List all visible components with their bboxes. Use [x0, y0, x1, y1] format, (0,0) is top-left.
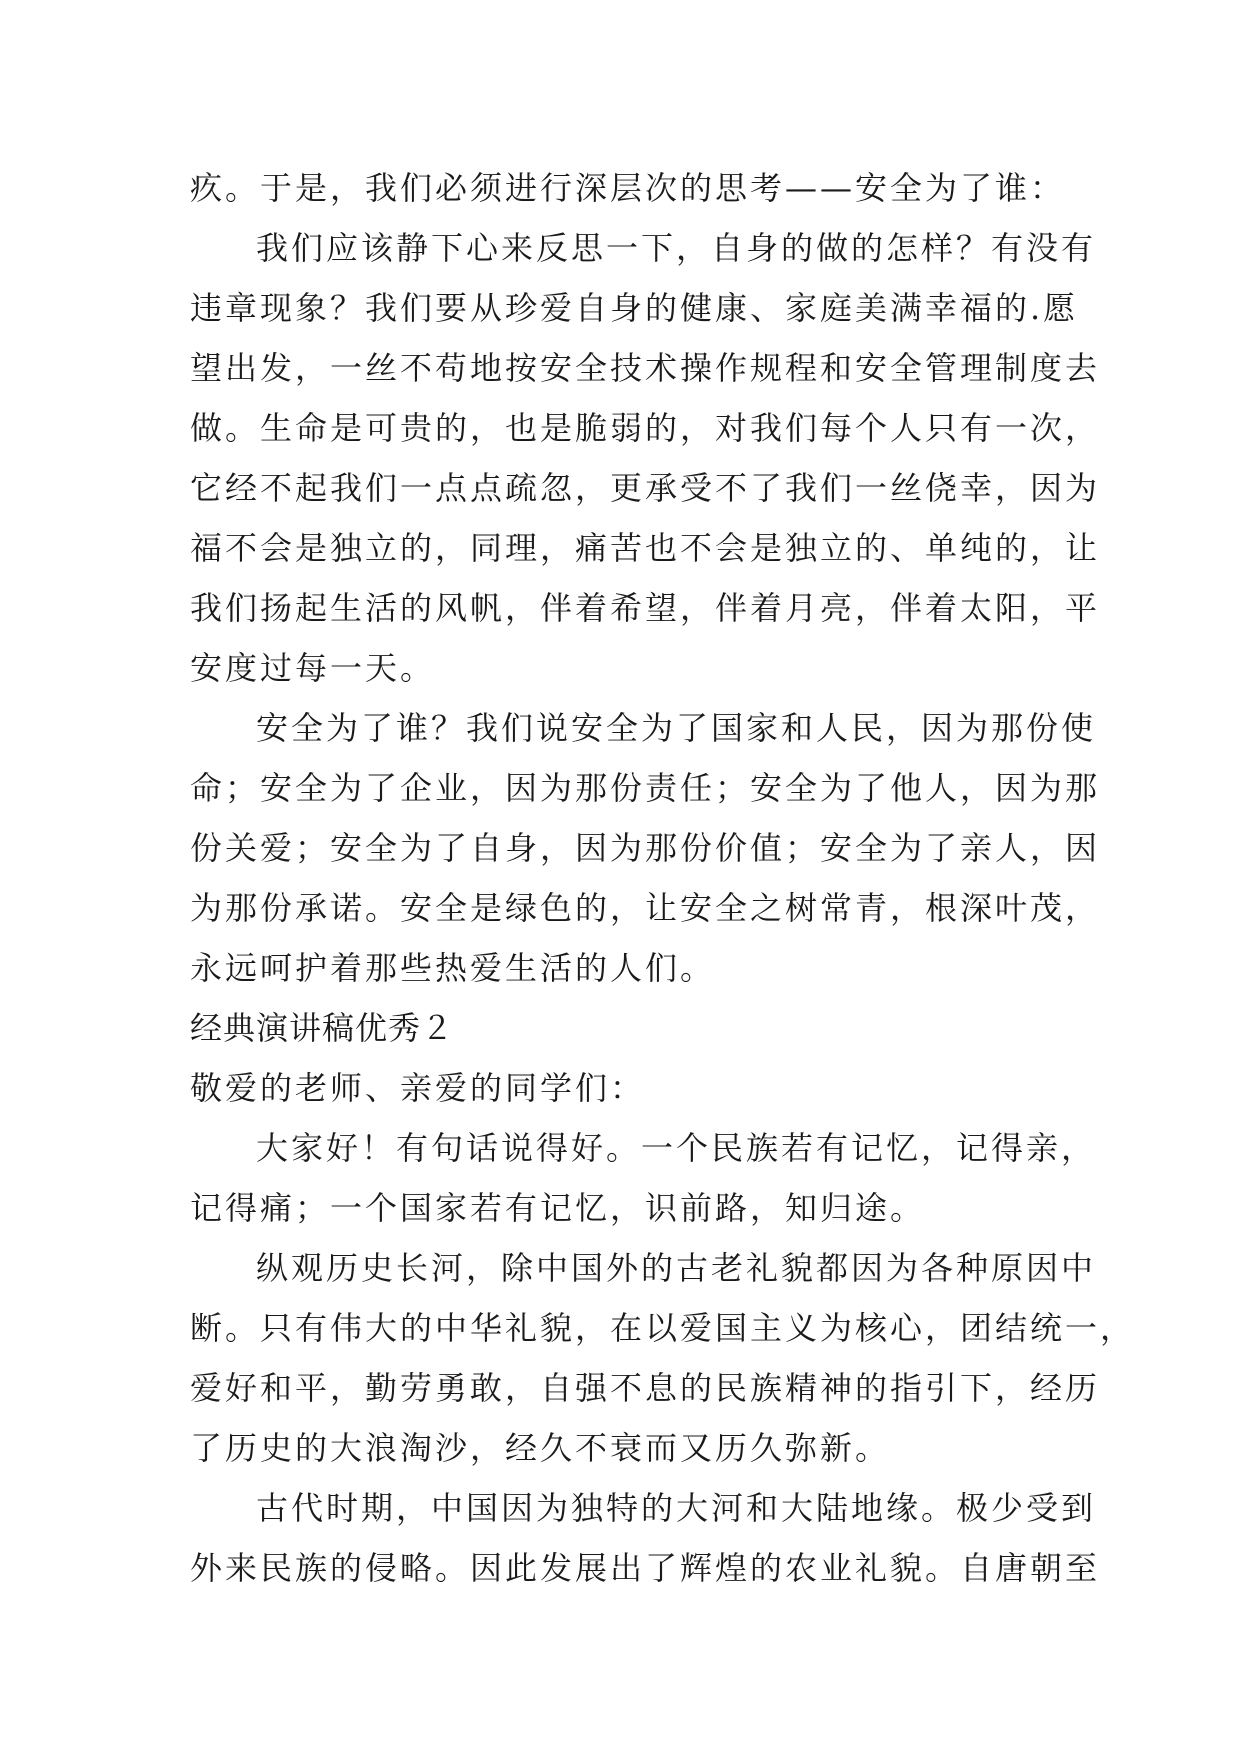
text-line: 福不会是独立的，同理，痛苦也不会是独立的、单纯的，让 [190, 529, 1101, 567]
text-line: 望出发，一丝不苟地按安全技术操作规程和安全管理制度去 [190, 349, 1101, 387]
section-heading: 经典演讲稿优秀２ [190, 1009, 455, 1047]
paragraph-start-line: 我们应该静下心来反思一下，自身的做的怎样？有没有 [256, 229, 1097, 267]
text-line: 疚。于是，我们必须进行深层次的思考——安全为了谁： [190, 169, 1066, 207]
paragraph-start-line: 大家好！有句话说得好。一个民族若有记忆，记得亲， [256, 1129, 1097, 1167]
salutation-line: 敬爱的老师、亲爱的同学们： [190, 1069, 646, 1107]
text-line: 为那份承诺。安全是绿色的，让安全之树常青，根深叶茂， [190, 889, 1101, 927]
paragraph-start-line: 纵观历史长河，除中国外的古老礼貌都因为各种原因中 [256, 1249, 1097, 1287]
text-line: 命；安全为了企业，因为那份责任；安全为了他人，因为那 [190, 769, 1101, 807]
text-line: 它经不起我们一点点疏忽，更承受不了我们一丝侥幸，因为 [190, 469, 1101, 507]
text-line: 断。只有伟大的中华礼貌，在以爱国主义为核心，团结统一， [190, 1309, 1136, 1347]
text-line: 做。生命是可贵的，也是脆弱的，对我们每个人只有一次， [190, 409, 1101, 447]
text-line: 了历史的大浪淘沙，经久不衰而又历久弥新。 [190, 1429, 891, 1467]
text-line: 外来民族的侵略。因此发展出了辉煌的农业礼貌。自唐朝至 [190, 1549, 1101, 1587]
paragraph-start-line: 安全为了谁？我们说安全为了国家和人民，因为那份使 [256, 709, 1097, 747]
paragraph-start-line: 古代时期，中国因为独特的大河和大陆地缘。极少受到 [256, 1489, 1097, 1527]
text-line: 违章现象？我们要从珍爱自身的健康、家庭美满幸福的.愿 [190, 289, 1079, 327]
text-line: 爱好和平，勤劳勇敢，自强不息的民族精神的指引下，经历 [190, 1369, 1101, 1407]
text-line: 我们扬起生活的风帆，伴着希望，伴着月亮，伴着太阳，平 [190, 589, 1101, 627]
document-body [190, 158, 1136, 1598]
text-line: 记得痛；一个国家若有记忆，识前路，知归途。 [190, 1189, 926, 1227]
text-line: 永远呵护着那些热爱生活的人们。 [190, 949, 716, 987]
text-line: 安度过每一天。 [190, 649, 436, 687]
text-line: 份关爱；安全为了自身，因为那份价值；安全为了亲人，因 [190, 829, 1101, 867]
